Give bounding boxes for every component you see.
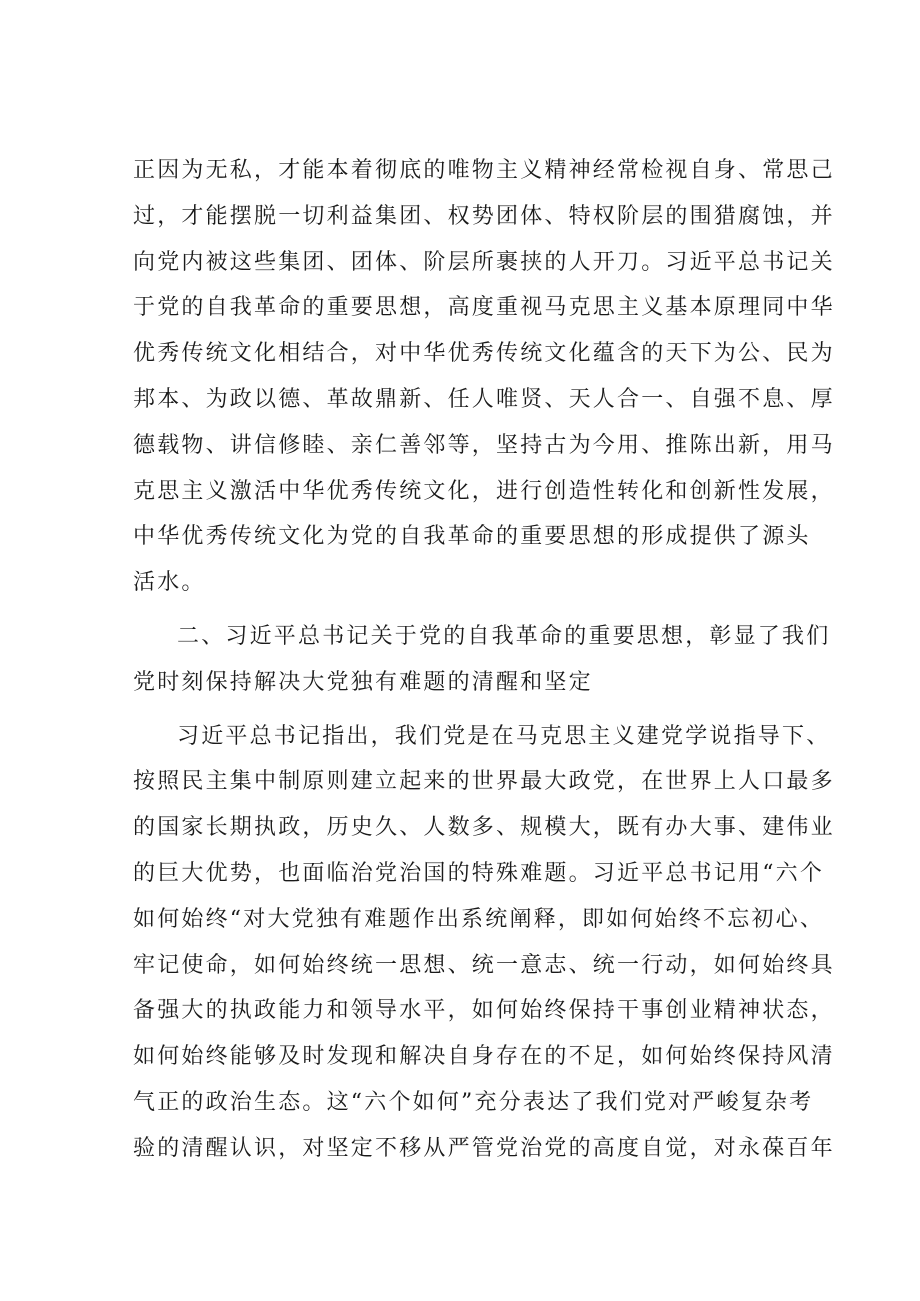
text-line: 过，才能摆脱一切利益集团、权势团体、特权阶层的围猎腐蚀，并 <box>133 203 835 229</box>
text-line: 牢记使命，如何始终统一思想、统一意志、统一行动，如何始终具 <box>133 952 835 978</box>
text-line: 优秀传统文化相结合，对中华优秀传统文化蕴含的天下为公、民为 <box>133 341 835 367</box>
section-heading-2 <box>133 614 831 706</box>
text-line: 中华优秀传统文化为党的自我革命的重要思想的形成提供了源头 <box>133 524 811 550</box>
paragraph-3 <box>133 714 835 1172</box>
paragraph-1 <box>133 148 835 606</box>
text-line: 克思主义激活中华优秀传统文化，进行创造性转化和创新性发展， <box>133 478 835 504</box>
text-line: 德载物、讲信修睦、亲仁善邻等，坚持古为今用、推陈出新，用马 <box>133 432 835 458</box>
text-line: 气正的政治生态。这“六个如何”充分表达了我们党对严峻复杂考 <box>133 1089 814 1115</box>
paragraph-gap <box>133 606 823 614</box>
text-line: 如何始终“对大党独有难题作出系统阐释，即如何始终不忘初心、 <box>133 906 825 932</box>
text-line: 正因为无私，才能本着彻底的唯物主义精神经常检视自身、常思己 <box>133 158 835 183</box>
text-line: 备强大的执政能力和领导水平，如何始终保持干事创业精神状态， <box>133 998 835 1024</box>
text-line: 的国家长期执政，历史久、人数多、规模大，既有办大事、建伟业 <box>133 815 835 841</box>
text-line: 活水。 <box>133 570 206 596</box>
text-line: 习近平总书记指出，我们党是在马克思主义建党学说指导下、 <box>177 723 831 749</box>
heading-line: 二、习近平总书记关于党的自我革命的重要思想，彰显了我们 <box>177 623 831 649</box>
text-line: 如何始终能够及时发现和解决自身存在的不足，如何始终保持风清 <box>133 1044 835 1070</box>
text-line: 的巨大优势，也面临治党治国的特殊难题。习近平总书记用“六个 <box>133 860 825 886</box>
text-line: 向党内被这些集团、团体、阶层所裹挟的人开刀。习近平总书记关 <box>133 249 835 275</box>
text-line: 按照民主集中制原则建立起来的世界最大政党，在世界上人口最多 <box>133 769 835 795</box>
text-line: 邦本、为政以德、革故鼎新、任人唯贤、天人合一、自强不息、厚 <box>133 386 835 412</box>
text-line: 于党的自我革命的重要思想，高度重视马克思主义基本原理同中华 <box>133 295 835 321</box>
document-body <box>133 148 835 1172</box>
text-line: 验的清醒认识，对坚定不移从严管党治党的高度自觉，对永葆百年 <box>133 1135 835 1161</box>
heading-line: 党时刻保持解决大党独有难题的清醒和坚定 <box>133 669 593 695</box>
paragraph-gap <box>133 706 823 714</box>
